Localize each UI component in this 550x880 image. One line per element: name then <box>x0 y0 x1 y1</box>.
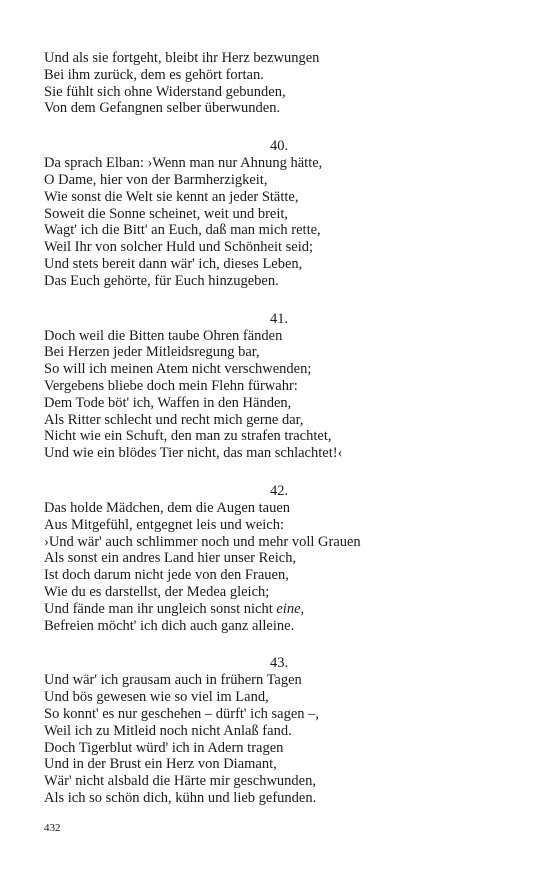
verse-line: Sie fühlt sich ohne Widerstand gebunden, <box>44 83 286 100</box>
stanza-number: 42. <box>269 482 289 499</box>
verse-line: Und als sie fortgeht, bleibt ihr Herz bezwungen <box>44 50 320 66</box>
verse-line: Als ich so schön dich, kühn und lieb gefunden. <box>44 789 317 806</box>
verse-line: Doch weil die Bitten taube Ohren fänden <box>44 327 283 344</box>
verse-line: Und wär' ich grausam auch in frühern Tagen <box>44 672 302 689</box>
verse-line: Weil ich zu Mitleid noch nicht Anlaß fand. <box>44 722 292 739</box>
verse-line: Aus Mitgefühl, entgegnet leis und weich: <box>44 516 285 533</box>
verse-line: Als Ritter schlecht und recht mich gerne dar, <box>44 411 304 428</box>
verse-line: Das holde Mädchen, dem die Augen tauen <box>44 499 291 516</box>
verse-line: Bei Herzen jeder Mitleidsregung bar, <box>44 344 260 361</box>
verse-line: Und bös gewesen wie so viel im Land, <box>44 689 269 706</box>
intro-stanza <box>44 50 514 117</box>
verse-line: ›Und wär' auch schlimmer noch und mehr voll Grauen <box>44 533 361 550</box>
verse-line: Nicht wie ein Schuft, den man zu strafen trachtet, <box>44 428 332 445</box>
verse-line: Wär' nicht alsbald die Härte mir geschwunden, <box>44 773 316 790</box>
verse-line: Befreien möcht' ich dich auch ganz alleine. <box>44 617 295 634</box>
verse-emphasis: eine, <box>276 600 305 617</box>
verse-line: Bei ihm zurück, dem es gehört fortan. <box>44 66 264 83</box>
verse-line: Und stets bereit dann wär' ich, dieses Leben, <box>44 255 303 272</box>
verse-line: O Dame, hier von der Barmherzigkeit, <box>44 171 268 188</box>
verse-line: Doch Tigerblut würd' ich in Adern tragen <box>44 739 284 756</box>
verse-line: So konnt' es nur geschehen – dürft' ich sagen –, <box>44 705 320 722</box>
stanza-number: 40. <box>269 138 289 155</box>
verse-line: Da sprach Elban: ›Wenn man nur Ahnung hätte, <box>44 155 323 172</box>
verse-line: Und in der Brust ein Herz von Diamant, <box>44 756 277 773</box>
verse-line: Ist doch darum nicht jede von den Frauen, <box>44 567 289 584</box>
verse-line: Wie du es darstellst, der Medea gleich; <box>44 583 270 600</box>
verse-line: Wie sonst die Welt sie kennt an jeder Stätte, <box>44 188 299 205</box>
verse-line <box>44 601 514 618</box>
page-number: 432 <box>44 822 61 834</box>
poem-page <box>44 50 514 828</box>
verse-line: Wagt' ich die Bitt' an Euch, daß man mich rette, <box>44 222 321 239</box>
verse-text: Und fände man ihr ungleich sonst nicht <box>44 600 277 617</box>
verse-line: Vergebens bliebe doch mein Flehn fürwahr: <box>44 377 298 394</box>
verse-line: Als sonst ein andres Land hier unser Reich, <box>44 550 297 567</box>
stanza-42 <box>44 483 514 634</box>
stanza-number: 43. <box>269 655 289 672</box>
verse-line: Soweit die Sonne scheinet, weit und breit, <box>44 205 289 222</box>
verse-line: So will ich meinen Atem nicht verschwenden; <box>44 361 312 378</box>
verse-line: Und wie ein blödes Tier nicht, das man schlachtet!‹ <box>44 445 343 462</box>
stanza-41 <box>44 311 514 462</box>
verse-line: Weil Ihr von solcher Huld und Schönheit seid; <box>44 239 314 256</box>
verse-line: Dem Tode böt' ich, Waffen in den Händen, <box>44 394 292 411</box>
stanza-40 <box>44 138 514 289</box>
verse-line: Das Euch gehörte, für Euch hinzugeben. <box>44 272 279 289</box>
stanza-number: 41. <box>269 310 289 327</box>
stanza-43 <box>44 655 514 806</box>
verse-line: Von dem Gefangnen selber überwunden. <box>44 100 281 117</box>
